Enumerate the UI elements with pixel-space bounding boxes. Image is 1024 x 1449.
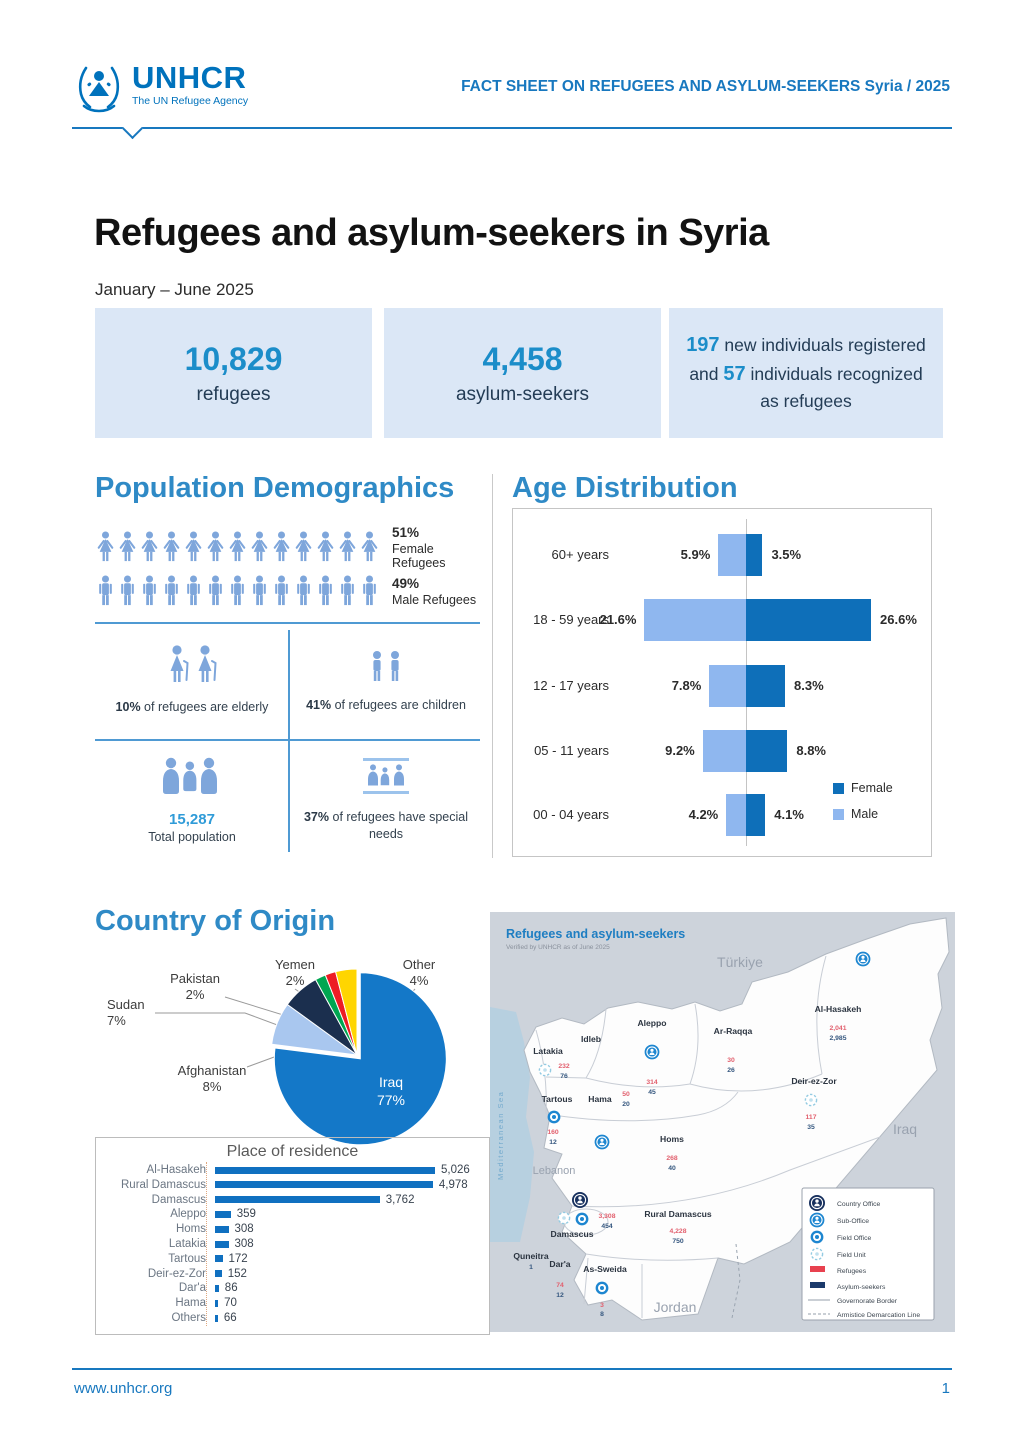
male-bar [644, 599, 746, 641]
svg-text:Country Office: Country Office [837, 1201, 881, 1208]
male-bar [703, 730, 746, 772]
residence-label: Latakia [168, 1238, 206, 1250]
female-value: 26.6% [880, 612, 917, 627]
country-office-icon [572, 1192, 588, 1208]
age-chart-legend [833, 781, 893, 821]
gov-ar-raqqa: Ar-Raqqa [713, 1026, 753, 1036]
country-label-iraq: Iraq [892, 1121, 918, 1137]
svg-text:268: 268 [666, 1155, 678, 1162]
female-bar [746, 794, 765, 836]
factsheet-header-title: FACT SHEET ON REFUGEES AND ASYLUM-SEEKERS Syria / 2025 [461, 78, 950, 95]
asylum-count: 4,458 [482, 340, 563, 377]
residence-row [106, 1282, 485, 1294]
sub-office-icon [645, 1045, 660, 1060]
map-title: Refugees and asylum-seekers [506, 927, 686, 941]
sub-office-legend-icon [810, 1213, 825, 1228]
residence-value: 359 [236, 1208, 256, 1221]
svg-text:20: 20 [622, 1101, 630, 1108]
female-bar [746, 665, 785, 707]
svg-text:750: 750 [672, 1238, 684, 1245]
field-office-icon [576, 1213, 589, 1226]
female-value: 3.5% [771, 547, 802, 562]
gov-as-sweida: As-Sweida [583, 1264, 627, 1274]
male-bar [726, 794, 746, 836]
new-registrations-text: 197 new individuals registered and 57 individuals recognized as refugees [686, 334, 926, 412]
residence-bar [215, 1315, 218, 1322]
male-value: 21.6% [599, 612, 637, 627]
refugees-count: 10,829 [184, 340, 283, 377]
residence-value: 70 [224, 1297, 237, 1310]
gov-idleb: Idleb [580, 1034, 602, 1044]
residence-label: Hama [175, 1297, 206, 1310]
residence-label: Aleppo [170, 1208, 206, 1221]
svg-text:232: 232 [558, 1063, 570, 1070]
residence-row [106, 1223, 485, 1235]
pie-label-iraq: Iraq 77% [376, 1074, 406, 1109]
female-refugees-row [95, 524, 480, 570]
male-bar [709, 665, 746, 707]
residence-row [106, 1253, 485, 1265]
svg-text:Sub-Office: Sub-Office [837, 1218, 869, 1225]
gov-hama: Hama [588, 1094, 612, 1104]
male-bar [718, 534, 746, 576]
female-label: Female Refugees [392, 542, 446, 570]
header-notch [122, 118, 143, 139]
age-distribution-title: Age Distribution [512, 472, 738, 504]
male-label: Male Refugees [392, 593, 477, 607]
elderly-icon [164, 644, 220, 691]
svg-text:160: 160 [547, 1129, 559, 1136]
refugees-stat-card [95, 308, 372, 438]
male-legend-swatch [833, 809, 844, 820]
gov-dara: Dar'a [549, 1259, 571, 1269]
residence-bar [215, 1255, 223, 1262]
asylum-label: asylum-seekers [455, 383, 590, 405]
male-refugees-row [95, 570, 480, 612]
female-legend-label: Female [851, 781, 893, 795]
footer-page-number: 1 [941, 1380, 950, 1397]
country-label-turkiye: Türkiye [717, 954, 763, 970]
residence-bar [215, 1300, 218, 1307]
map-subtitle: Verified by UNHCR as of June 2025 [506, 944, 610, 951]
residence-value: 86 [224, 1282, 238, 1295]
male-value: 5.9% [680, 547, 711, 562]
field-office-icon [596, 1282, 609, 1295]
residence-bar [215, 1226, 229, 1233]
svg-text:76: 76 [560, 1073, 568, 1080]
population-demographics-title: Population Demographics [95, 472, 455, 504]
age-category-label: 00 - 04 years [533, 807, 609, 822]
field-office-legend-icon [811, 1231, 824, 1244]
female-legend-swatch [833, 783, 844, 794]
pie-label-yemen: Yemen 2% [275, 957, 315, 989]
residence-row [106, 1297, 485, 1309]
svg-text:2,985: 2,985 [829, 1035, 847, 1042]
age-category-label: 05 - 11 years [534, 743, 609, 758]
gov-latakia: Latakia [533, 1046, 563, 1056]
asylum-legend-swatch [810, 1282, 825, 1288]
page-title: Refugees and asylum-seekers in Syria [94, 212, 769, 254]
gov-deir-ez-zor: Deir-ez-Zor [791, 1076, 837, 1086]
svg-text:Asylum-seekers: Asylum-seekers [837, 1284, 886, 1291]
sea-label: Mediterranean Sea [496, 1090, 505, 1180]
residence-label: Homs [175, 1223, 206, 1236]
residence-label: Dar'a [178, 1282, 206, 1295]
children-icon [365, 650, 407, 689]
field-unit-icon [539, 1064, 550, 1075]
female-bar [746, 599, 871, 641]
residence-bar [215, 1211, 231, 1218]
recognized-count: 57 [723, 363, 746, 386]
new-registered-count: 197 [686, 334, 720, 357]
asylum-seekers-stat-card [384, 308, 661, 438]
residence-value: 5,026 [441, 1164, 470, 1176]
female-value: 4.1% [774, 807, 804, 822]
syria-map [490, 912, 955, 1332]
svg-text:3: 3 [600, 1302, 604, 1309]
children-fact [292, 650, 480, 714]
special-needs-text: 37% of refugees have special needs [303, 810, 468, 841]
field-unit-legend-icon [811, 1248, 822, 1259]
age-category-label: 60+ years [551, 547, 609, 562]
residence-value: 308 [234, 1223, 254, 1236]
svg-text:30: 30 [727, 1057, 735, 1064]
svg-text:Field Office: Field Office [837, 1235, 872, 1242]
svg-text:Refugees: Refugees [837, 1268, 867, 1275]
unhcr-logo [74, 62, 248, 119]
svg-text:12: 12 [549, 1139, 557, 1146]
residence-chart-title: Place of residence [226, 1143, 359, 1160]
male-value: 9.2% [665, 743, 695, 758]
elderly-fact [98, 644, 286, 716]
female-icon-row [95, 526, 380, 568]
children-text: 41% of refugees are children [306, 698, 466, 712]
residence-row [106, 1238, 485, 1250]
demo-divider-top [95, 622, 480, 624]
gov-damascus: Damascus [550, 1229, 594, 1239]
svg-text:314: 314 [646, 1079, 658, 1086]
female-value: 8.8% [796, 743, 826, 758]
country-of-origin-title: Country of Origin [95, 905, 336, 937]
male-value: 4.2% [688, 807, 719, 822]
header-rule [72, 127, 952, 129]
svg-text:8: 8 [600, 1311, 604, 1318]
residence-value: 4,978 [438, 1178, 468, 1191]
residence-value: 308 [234, 1238, 254, 1250]
country-label-lebanon: Lebanon [532, 1165, 576, 1177]
female-bar [746, 534, 762, 576]
residence-label: Deir-ez-Zor [147, 1267, 206, 1280]
total-population-fact [98, 756, 286, 846]
field-office-icon [548, 1111, 561, 1124]
report-period: January – June 2025 [95, 280, 254, 299]
place-of-residence-chart [95, 1137, 490, 1335]
footer-url[interactable]: www.unhcr.org [74, 1380, 173, 1397]
sub-office-icon [856, 952, 871, 967]
unhcr-emblem-icon [74, 62, 124, 119]
country-office-legend-icon [809, 1195, 825, 1211]
residence-value: 172 [228, 1252, 248, 1265]
svg-text:35: 35 [807, 1124, 815, 1131]
svg-text:50: 50 [622, 1091, 630, 1098]
gov-homs: Homs [660, 1134, 684, 1144]
field-unit-icon [558, 1212, 569, 1223]
field-unit-icon [805, 1094, 816, 1105]
svg-text:74: 74 [556, 1282, 564, 1289]
gov-aleppo: Aleppo [637, 1018, 667, 1028]
svg-text:3,308: 3,308 [598, 1213, 616, 1220]
age-category-label: 12 - 17 years [533, 678, 609, 693]
male-pct: 49% [392, 576, 420, 591]
svg-text:Armistice Demarcation Line: Armistice Demarcation Line [837, 1312, 921, 1319]
female-bar [746, 730, 787, 772]
residence-row [106, 1164, 485, 1176]
residence-row [106, 1194, 485, 1206]
residence-label: Damascus [151, 1193, 206, 1206]
female-value: 8.3% [794, 678, 824, 693]
special-needs-icon [360, 756, 412, 801]
residence-row [106, 1268, 485, 1280]
unhcr-logo-tagline: The UN Refugee Agency [132, 95, 249, 107]
svg-text:117: 117 [805, 1114, 817, 1121]
residence-bar [215, 1167, 435, 1174]
residence-label: Al-Hasakeh [146, 1164, 206, 1176]
residence-bars [96, 1138, 489, 1334]
svg-text:4,228: 4,228 [669, 1228, 687, 1235]
refugees-label: refugees [196, 383, 271, 405]
male-value: 7.8% [671, 678, 702, 693]
population-group-icon [159, 756, 225, 803]
residence-value: 152 [227, 1267, 247, 1280]
elderly-text: 10% of refugees are elderly [115, 700, 269, 714]
residence-bar [215, 1285, 219, 1292]
svg-text:454: 454 [601, 1223, 613, 1230]
age-distribution-chart [512, 508, 932, 857]
residence-value: 66 [223, 1312, 237, 1324]
residence-bar [215, 1241, 229, 1248]
pie-label-other: Other 4% [402, 957, 436, 989]
unhcr-logo-text: UNHCR [132, 60, 247, 95]
svg-text:Governorate Border: Governorate Border [837, 1298, 898, 1305]
demo-divider-vertical [288, 630, 290, 852]
gov-al-hasakeh: Al-Hasakeh [814, 1004, 862, 1014]
refugees-legend-swatch [810, 1266, 825, 1272]
residence-label: Others [171, 1312, 206, 1324]
residence-bar [215, 1196, 380, 1203]
sub-office-icon [595, 1135, 610, 1150]
residence-row [106, 1179, 485, 1191]
pie-label-pakistan: Pakistan 2% [170, 971, 220, 1003]
gov-tartous: Tartous [541, 1094, 573, 1104]
svg-text:Field Unit: Field Unit [837, 1252, 866, 1259]
map-legend [802, 1188, 934, 1320]
total-population-value: 15,287 [169, 811, 215, 828]
age-category-label: 18 - 59 years [533, 612, 609, 627]
male-legend-label: Male [851, 807, 879, 821]
total-population-label: Total population [148, 830, 236, 844]
residence-row [106, 1208, 485, 1220]
male-icon-row [95, 570, 380, 612]
svg-text:2,041: 2,041 [829, 1025, 847, 1032]
pie-label-sudan: Sudan 7% [107, 997, 145, 1029]
country-label-jordan: Jordan [653, 1299, 697, 1315]
gov-rural-damascus: Rural Damascus [644, 1209, 712, 1219]
residence-value: 3,762 [385, 1193, 415, 1206]
female-pct: 51% [392, 525, 420, 540]
section-divider [492, 474, 493, 858]
svg-text:12: 12 [556, 1292, 564, 1299]
svg-text:40: 40 [668, 1165, 676, 1172]
residence-label: Tartous [168, 1252, 206, 1265]
residence-bar [215, 1181, 433, 1188]
residence-row [106, 1312, 485, 1324]
svg-text:45: 45 [648, 1089, 656, 1096]
residence-label: Rural Damascus [121, 1178, 206, 1191]
demo-divider-middle [95, 739, 480, 741]
gov-quneitra: Quneitra [513, 1251, 549, 1261]
special-needs-fact [292, 756, 480, 843]
svg-text:1: 1 [529, 1264, 533, 1271]
pie-label-afghanistan: Afghanistan 8% [177, 1063, 247, 1095]
new-registrations-card [669, 308, 943, 438]
footer-rule [72, 1368, 952, 1370]
residence-bar [215, 1270, 222, 1277]
svg-text:26: 26 [727, 1067, 735, 1074]
